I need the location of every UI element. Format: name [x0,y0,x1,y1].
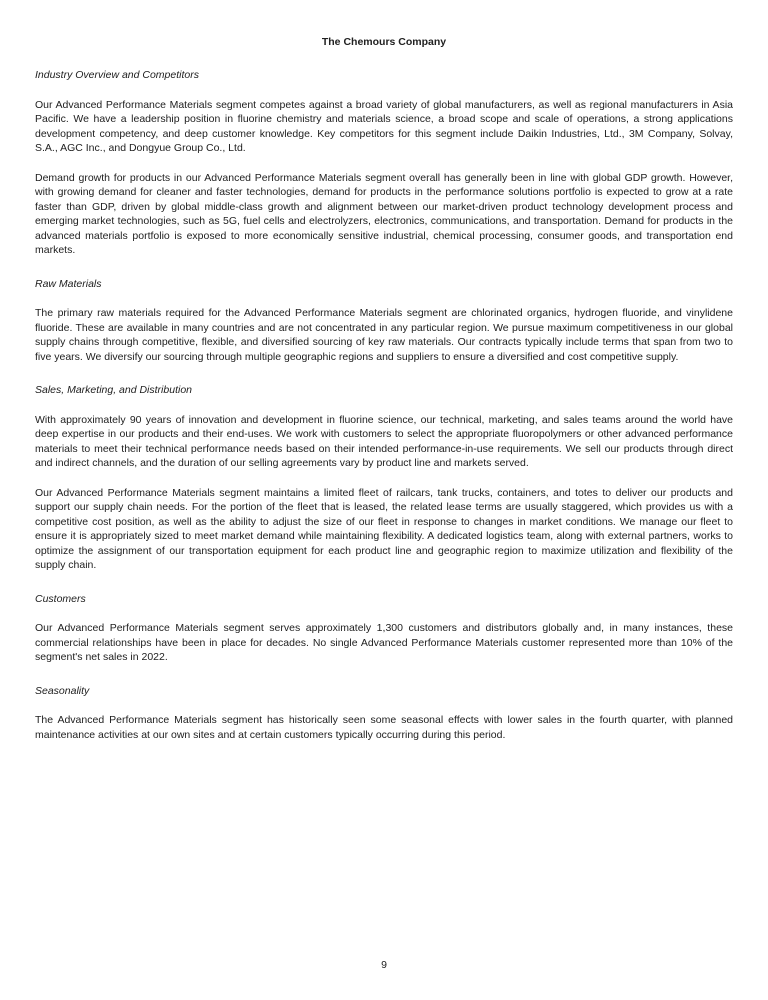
section-heading: Customers [35,592,86,605]
page-number: 9 [381,959,387,971]
body-paragraph: Our Advanced Performance Materials segment maintains a limited fleet of railcars, tank trucks, containers, and totes to deliver our products and support our supply chain needs. For the portion of the fleet that is leased, the related lease terms are usually staggered, which provides us with a competitive cost position, as well as the ability to adjust the size of our fleet in response to changes in market conditions. We manage our fleet to ensure it is appropriately sized to meet market demand while maintaining flexibility. A dedicated logistics team, along with external partners, works to optimize the assignment of our transportation equipment for each product line and geographic region to maximize utilization and flexibility of the supply chain. [35,486,733,571]
body-paragraph: With approximately 90 years of innovation and development in fluorine science, our technical, marketing, and sales teams around the world have deep expertise in our products and their end-uses. We work with customers to select the appropriate fluoropolymers or other advanced performance materials to meet their technical performance needs based on their intended performance-in-use requirements. We sell our products through direct and indirect channels, and the duration of our selling agreements vary by product line and markets served. [35,413,733,469]
document-content [35,0,733,742]
section-heading: Industry Overview and Competitors [35,69,199,81]
section-heading: Raw Materials [35,277,102,290]
section-heading: Seasonality [35,684,90,697]
document-sections [35,68,733,742]
body-paragraph: The primary raw materials required for the Advanced Performance Materials segment are chlorinated organics, hydrogen fluoride, and vinylidene fluoride. These are available in many countries and are not concentrated in any particular region. We pursue maximum competitiveness in our global supply chains through competitive, flexible, and diversified sourcing of key raw materials. Our contracts typically include terms that span from two to five years. We diversify our sourcing through multiple geographic regions and suppliers to ensure a diversified and cost competitive supply. [35,307,733,363]
body-paragraph: Our Advanced Performance Materials segment competes against a broad variety of global manufacturers, as well as regional manufacturers in Asia Pacific. We have a leadership position in fluorine chemistry and materials science, a broad scope and scale of operations, a strong applications development competency, and deep customer knowledge. Key competitors for this segment include Daikin Industries, Ltd., 3M Company, Solvay, S.A., AGC Inc., and Dongyue Group Co., Ltd. [35,98,733,154]
body-paragraph: The Advanced Performance Materials segment has historically seen some seasonal effects with lower sales in the fourth quarter, with planned maintenance activities at our own sites and at certain customers typically occurring during this period. [35,714,733,741]
section-heading: Sales, Marketing, and Distribution [35,384,192,396]
body-paragraph: Our Advanced Performance Materials segment serves approximately 1,300 customers and distributors globally and, in many instances, these commercial relationships have been in place for decades. No single Advanced Performance Materials customer represented more than 10% of the segment's net sales in 2022. [35,622,733,663]
body-paragraph: Demand growth for products in our Advanced Performance Materials segment overall has generally been in line with global GDP growth. However, with growing demand for cleaner and faster technologies, demand for products in the performance solutions portfolio is expected to grow at a rate faster than GDP, driven by global middle-class growth and alignment between our market-driven product technology development process and emerging market technologies, such as 5G, fuel cells and electrolyzers, electronics, communications, and transportation. Demand for products in the advanced materials portfolio is exposed to more economically sensitive industrial, chemical processing, consumer goods, and transportation end markets. [35,171,733,256]
document-title: The Chemours Company [321,36,447,48]
